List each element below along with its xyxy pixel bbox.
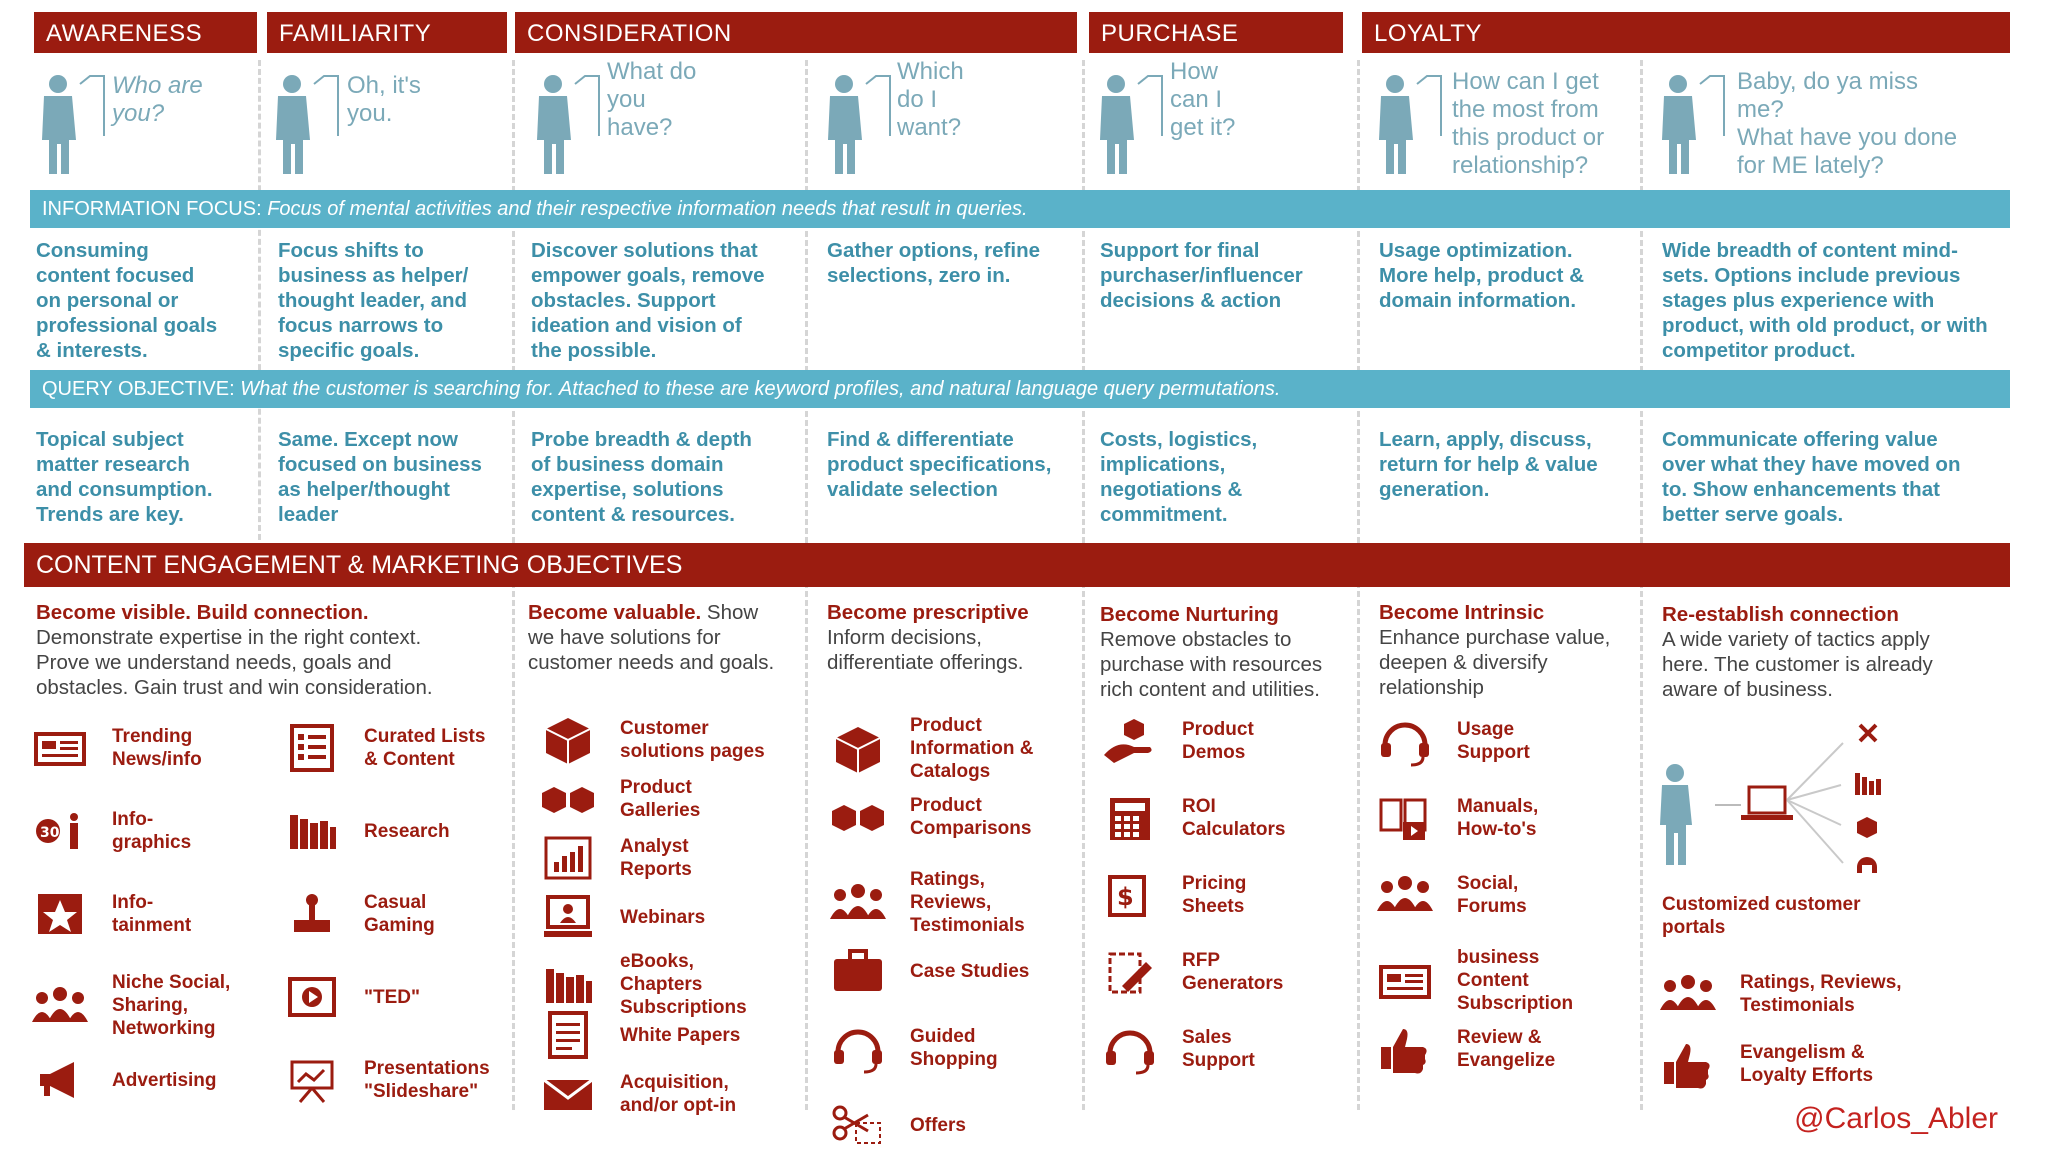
portal-network-graphic <box>1655 715 1895 875</box>
tactic-item <box>1375 946 1573 1015</box>
connector-lines <box>1787 743 1843 863</box>
objective-loyalty-b <box>1662 602 2007 702</box>
objective-body: Enhance purchase value, deepen & diversify relationship <box>1379 626 1611 699</box>
tactic-item <box>1658 1038 1873 1090</box>
query-objective-text: Communicate offering value over what they have moved on to. Show enhancements that better serve goals. <box>1662 428 1961 526</box>
newspaper-icon <box>1375 955 1435 1007</box>
tactic-item <box>1375 1023 1555 1075</box>
objective-heading: Re-establish connection <box>1662 603 1899 626</box>
band-label: QUERY OBJECTIVE: <box>42 378 235 400</box>
headset-icon <box>1857 857 1877 873</box>
tactic-label: Presentations "Slideshare" <box>364 1058 490 1102</box>
people-icon <box>1658 968 1718 1020</box>
objective-consideration-b <box>827 600 1077 675</box>
books-icon <box>282 805 342 857</box>
objective-body: Demonstrate expertise in the right context. Prove we understand needs, goals and obstacles. Gain trust and win consideration. <box>36 626 433 699</box>
objective-heading: Become prescriptive <box>827 601 1029 624</box>
tactic-item <box>828 714 1034 783</box>
persona-question: Baby, do ya miss me? What have you done for ME lately? <box>1737 68 1958 179</box>
info-focus-text: Consuming content focused on personal or professional goals & interests. <box>36 239 218 362</box>
tactic-item <box>538 773 700 825</box>
tactic-label: Pricing Sheets <box>1182 873 1247 917</box>
tactic-item <box>1100 715 1254 767</box>
svg-text:30: 30 <box>40 825 60 841</box>
cube-icon <box>1857 817 1877 838</box>
list-icon <box>282 722 342 774</box>
tactic-item <box>828 868 1025 937</box>
hand-cube-icon <box>1100 715 1160 767</box>
tactic-item <box>538 1068 736 1120</box>
tactic-label: Analyst Reports <box>620 836 692 880</box>
tactic-item <box>1375 715 1530 767</box>
info-focus-text: Wide breadth of content mind- sets. Options include previous stages plus experience with product, with old product, or with competitor product. <box>1662 239 1988 362</box>
envelope-icon <box>538 1068 598 1120</box>
tactic-label: Ratings, Reviews, Testimonials <box>910 869 1025 936</box>
thumbs-up-icon <box>1375 1023 1435 1075</box>
tactic-label: Review & Evangelize <box>1457 1027 1556 1071</box>
objective-body-inline: Show <box>701 601 759 624</box>
tactic-label: eBooks, Chapters Subscriptions <box>620 951 747 1018</box>
objective-heading: Become valuable. <box>528 601 702 624</box>
tactic-label: ROI Calculators <box>1182 796 1286 840</box>
objective-body: we have solutions for customer needs and goals. <box>528 626 775 674</box>
cube-icon <box>538 714 598 766</box>
tactic-item <box>282 722 485 774</box>
tactic-item <box>30 888 191 940</box>
tactic-label: Product Comparisons <box>910 795 1032 839</box>
tactic-label: Customer solutions pages <box>620 718 765 762</box>
tools-icon <box>1860 725 1876 741</box>
svg-text:$: $ <box>1117 883 1134 911</box>
tactic-label: "TED" <box>364 986 421 1008</box>
band-label: INFORMATION FOCUS: <box>42 198 262 220</box>
stage-header-familiarity: FAMILIARITY <box>267 12 507 53</box>
joystick-icon <box>282 888 342 940</box>
info-focus-text: Gather options, refine selections, zero in. <box>827 239 1040 287</box>
info-focus-text: Focus shifts to business as helper/ thought leader, and focus narrows to specific goals. <box>278 239 469 362</box>
tactic-label: Curated Lists & Content <box>364 726 486 770</box>
customer-figure-icon <box>1660 764 1692 865</box>
band-description: Focus of mental activities and their respective information needs that result in queries. <box>267 198 1028 220</box>
tactic-item <box>282 1054 490 1106</box>
infographic-icon <box>30 805 90 857</box>
people-icon <box>828 877 888 929</box>
info-focus-text: Support for final purchaser/influencer decisions & action <box>1100 239 1303 312</box>
dollar-doc-icon <box>1100 869 1160 921</box>
tactic-item <box>828 945 1029 997</box>
cubes-icon <box>538 773 598 825</box>
objective-consideration-a <box>528 600 803 675</box>
query-objective-text: Topical subject matter research and consumption. Trends are key. <box>36 428 213 526</box>
tactic-item <box>1100 792 1285 844</box>
video-icon <box>282 971 342 1023</box>
stage-header-purchase: PURCHASE <box>1089 12 1343 53</box>
objective-awareness <box>36 600 506 700</box>
query-objective-text: Same. Except now focused on business as helper/thought leader <box>278 428 482 526</box>
tactic-item <box>30 805 191 857</box>
tactic-label: Trending News/info <box>112 726 202 770</box>
band-description: What the customer is searching for. Attached to these are keyword profiles, and natural language query permutations. <box>240 378 1281 400</box>
tactic-label: Product Information & Catalogs <box>910 715 1034 782</box>
tactic-item <box>538 832 692 884</box>
book-video-icon <box>1375 792 1435 844</box>
calculator-icon <box>1100 792 1160 844</box>
stage-header-loyalty: LOYALTY <box>1362 12 2010 53</box>
tactic-label: Acquisition, and/or opt-in <box>620 1072 737 1116</box>
objective-heading: Become Nurturing <box>1100 603 1279 626</box>
query-objective-text: Learn, apply, discuss, return for help & value generation. <box>1379 428 1598 501</box>
tactic-item <box>1375 869 1527 921</box>
cube-icon <box>828 723 888 775</box>
briefcase-icon <box>828 945 888 997</box>
tactic-label: Case Studies <box>910 960 1030 982</box>
query-objective-text: Costs, logistics, implications, negotiations & commitment. <box>1100 428 1258 526</box>
cubes-icon <box>828 791 888 843</box>
info-focus-text: Discover solutions that empower goals, remove obstacles. Support ideation and vision of the possible. <box>531 239 765 362</box>
tactic-label: Offers <box>910 1114 966 1136</box>
persona-question: How can I get it? <box>1170 58 1236 141</box>
tactic-label: White Papers <box>620 1024 741 1046</box>
tactic-label: Guided Shopping <box>910 1026 998 1070</box>
headset-icon <box>1375 715 1435 767</box>
tactic-label: Social, Forums <box>1457 873 1527 917</box>
tactic-item <box>828 1022 998 1074</box>
tactic-label: Advertising <box>112 1069 217 1091</box>
tactic-label: Ratings, Reviews, Testimonials <box>1740 972 1902 1016</box>
tactic-item <box>1658 968 1902 1020</box>
objective-loyalty-a <box>1379 600 1637 700</box>
tactic-label: Product Demos <box>1182 719 1254 763</box>
tactic-item <box>282 971 420 1023</box>
tactic-item <box>1375 792 1538 844</box>
objective-heading: Become visible. Build connection. <box>36 601 369 624</box>
stage-header-consideration: CONSIDERATION <box>515 12 1077 53</box>
tactic-label: Niche Social, Sharing, Networking <box>112 972 231 1039</box>
scissors-icon <box>828 1099 888 1151</box>
people-icon <box>30 980 90 1032</box>
persona-question: How can I get the most from this product or relationship? <box>1452 68 1605 179</box>
information-focus-band <box>30 190 2010 228</box>
easel-icon <box>282 1054 342 1106</box>
persona-question: What do you have? <box>607 58 697 141</box>
headset-icon <box>1100 1023 1160 1075</box>
portal-label: Customized customer portals <box>1662 894 1861 938</box>
stage-header-awareness: AWARENESS <box>34 12 257 53</box>
tactic-item <box>828 1099 966 1151</box>
tactic-label: Evangelism & Loyalty Efforts <box>1740 1042 1874 1086</box>
megaphone-icon <box>30 1054 90 1106</box>
objective-body: Inform decisions, differentiate offerings. <box>827 626 1024 674</box>
persona-question: Which do I want? <box>897 58 964 141</box>
engagement-band: CONTENT ENGAGEMENT & MARKETING OBJECTIVES <box>24 543 2010 587</box>
pen-doc-icon <box>1100 946 1160 998</box>
tactic-item <box>282 805 450 857</box>
laptop-icon <box>1715 787 1793 820</box>
tactic-label: Usage Support <box>1457 719 1530 763</box>
query-objective-text: Find & differentiate product specifications, validate selection <box>827 428 1052 501</box>
chart-icon <box>538 832 598 884</box>
tactic-item <box>538 891 705 943</box>
objective-purchase <box>1100 602 1355 702</box>
objective-body: A wide variety of tactics apply here. The customer is already aware of business. <box>1662 628 1933 701</box>
star-icon <box>30 888 90 940</box>
tactic-item <box>1100 946 1283 998</box>
books-icon <box>1855 773 1881 795</box>
objective-body: Remove obstacles to purchase with resources rich content and utilities. <box>1100 628 1323 701</box>
tactic-label: Sales Support <box>1182 1027 1255 1071</box>
tactic-label: Webinars <box>620 906 706 928</box>
tactic-label: Info- graphics <box>112 809 192 853</box>
tactic-label: Product Galleries <box>620 777 701 821</box>
tactic-item <box>1100 1023 1255 1075</box>
tactic-item <box>30 722 202 774</box>
document-icon <box>538 1009 598 1061</box>
tactic-label: Casual Gaming <box>364 892 435 936</box>
tactic-item <box>1100 869 1246 921</box>
tactic-item <box>538 1009 740 1061</box>
tactic-label: Info- tainment <box>112 892 192 936</box>
author-signature: @Carlos_Abler <box>1794 1102 1998 1135</box>
people-icon <box>1375 869 1435 921</box>
headset-icon <box>828 1022 888 1074</box>
tactic-label: Research <box>364 820 450 842</box>
persona-question: Oh, it's you. <box>347 72 421 127</box>
tactic-item <box>538 714 765 766</box>
info-focus-text: Usage optimization. More help, product & domain information. <box>1379 239 1584 312</box>
thumbs-up-icon <box>1658 1038 1718 1090</box>
newspaper-icon <box>30 722 90 774</box>
tactic-label: RFP Generators <box>1182 950 1284 994</box>
tactic-item <box>30 971 230 1040</box>
tactic-item <box>282 888 435 940</box>
books-icon <box>538 959 598 1011</box>
tactic-item <box>30 1054 217 1106</box>
tactic-item <box>828 791 1031 843</box>
tactic-label: Manuals, How-to's <box>1457 796 1539 840</box>
webinar-icon <box>538 891 598 943</box>
tactic-label: business Content Subscription <box>1457 947 1574 1014</box>
query-objective-band <box>30 370 2010 408</box>
query-objective-text: Probe breadth & depth of business domain expertise, solutions content & resources. <box>531 428 752 526</box>
objective-heading: Become Intrinsic <box>1379 601 1545 624</box>
persona-question: Who are you? <box>112 72 203 127</box>
